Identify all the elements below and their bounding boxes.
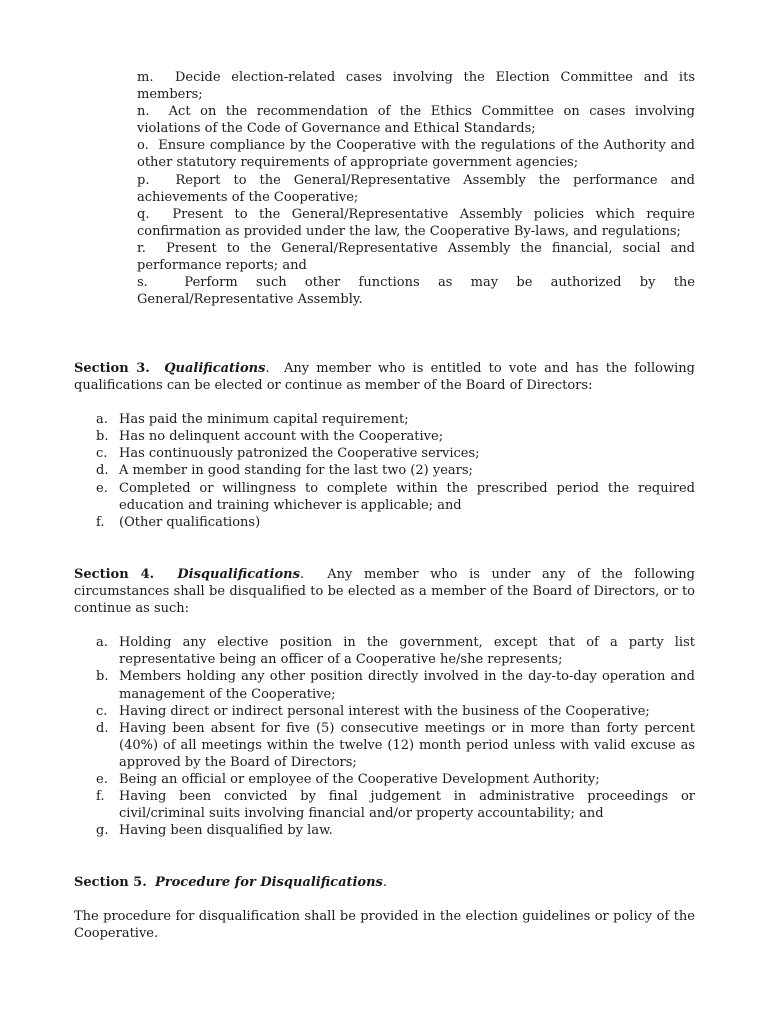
list-item: c. Having direct or indirect personal interest with the business of the Cooperative; xyxy=(96,703,650,719)
section-label: Section 4. xyxy=(74,567,155,582)
list-item: r. Present to the General/Representative Assembly the financial, social and performance reports; and xyxy=(137,240,695,274)
section-5-procedure xyxy=(74,874,695,942)
list-item: q. Present to the General/Representative Assembly policies which require confirmation as provided under the law, the Cooperative By-laws, and regulations; xyxy=(137,206,695,239)
section-heading: Section 4. Disqualifications. Any member who is under any of the following circumstances shall be disqualified to be elected as a member of the Board of Directors, or to continue as such: xyxy=(74,567,695,617)
list-item: d. Having been absent for five (5) consecutive meetings or in more than forty percent (40%) of all meetings within the twelve (12) month period unless with valid excuse as approved by the Board of Directors; xyxy=(96,720,695,770)
section-3-qualifications xyxy=(74,360,695,531)
list-item: p. Report to the General/Representative Assembly the performance and achievements of the Cooperative; xyxy=(137,172,696,205)
list-item: b. Members holding any other position directly involved in the day-to-day operation and management of the Cooperative; xyxy=(96,669,695,702)
list-item: n. Act on the recommendation of the Ethics Committee on cases involving violations of the Code of Governance and Ethical Standards; xyxy=(137,104,695,137)
list-item: e. Being an official or employee of the Cooperative Development Authority; xyxy=(96,772,600,788)
disqualifications-list xyxy=(74,634,695,839)
section-title: Procedure for Disqualifications xyxy=(155,875,383,890)
section-intro: Any member who is entitled to vote and has the following qualifications can be elected or continue as member of the Board of Directors: xyxy=(74,361,695,394)
section-title: Disqualifications xyxy=(177,567,300,582)
section-heading: Section 3. Qualifications. Any member who is entitled to vote and has the following qualifications can be elected or continue as member of the Board of Directors: xyxy=(74,361,695,394)
list-item: a. Has paid the minimum capital requirement; xyxy=(96,412,409,428)
list-item: f. (Other qualifications) xyxy=(96,514,261,530)
qualifications-list xyxy=(74,411,695,531)
list-item: e. Completed or willingness to complete within the prescribed period the required education and training whichever is applicable; and xyxy=(96,480,695,513)
list-item: o. Ensure compliance by the Cooperative with the regulations of the Authority and other statutory requirements of appropriate government agencies; xyxy=(137,138,696,171)
list-item: s. Perform such other functions as may be authorized by the General/Representative Assembly. xyxy=(137,275,695,308)
section-title: Qualifications xyxy=(164,361,266,376)
list-item: b. Has no delinquent account with the Cooperative; xyxy=(96,429,444,445)
list-item: d. A member in good standing for the last two (2) years; xyxy=(96,463,473,479)
list-item: c. Has continuously patronized the Cooperative services; xyxy=(96,446,480,462)
list-item: m. Decide election-related cases involving the Election Committee and its members; xyxy=(137,70,695,103)
section-4-disqualifications xyxy=(74,566,695,839)
list-item: a. Holding any elective position in the government, except that of a party list representative being an officer of a Cooperative he/she represents; xyxy=(96,635,695,668)
section-intro: Any member who is under any of the following circumstances shall be disqualified to be elected as a member of the Board of Directors, or to continue as such: xyxy=(74,567,695,617)
section-label: Section 3. xyxy=(74,361,150,376)
board-functions-list xyxy=(137,69,695,308)
section-body: The procedure for disqualification shall be provided in the election guidelines or policy of the Cooperative. xyxy=(74,909,695,942)
list-item: f. Having been convicted by final judgement in administrative proceedings or civil/criminal suits involving financial and/or property accountability; and xyxy=(96,789,695,822)
list-item: g. Having been disqualified by law. xyxy=(96,823,333,839)
section-heading: Section 5. Procedure for Disqualifications. xyxy=(74,875,388,890)
section-label: Section 5. xyxy=(74,875,147,890)
